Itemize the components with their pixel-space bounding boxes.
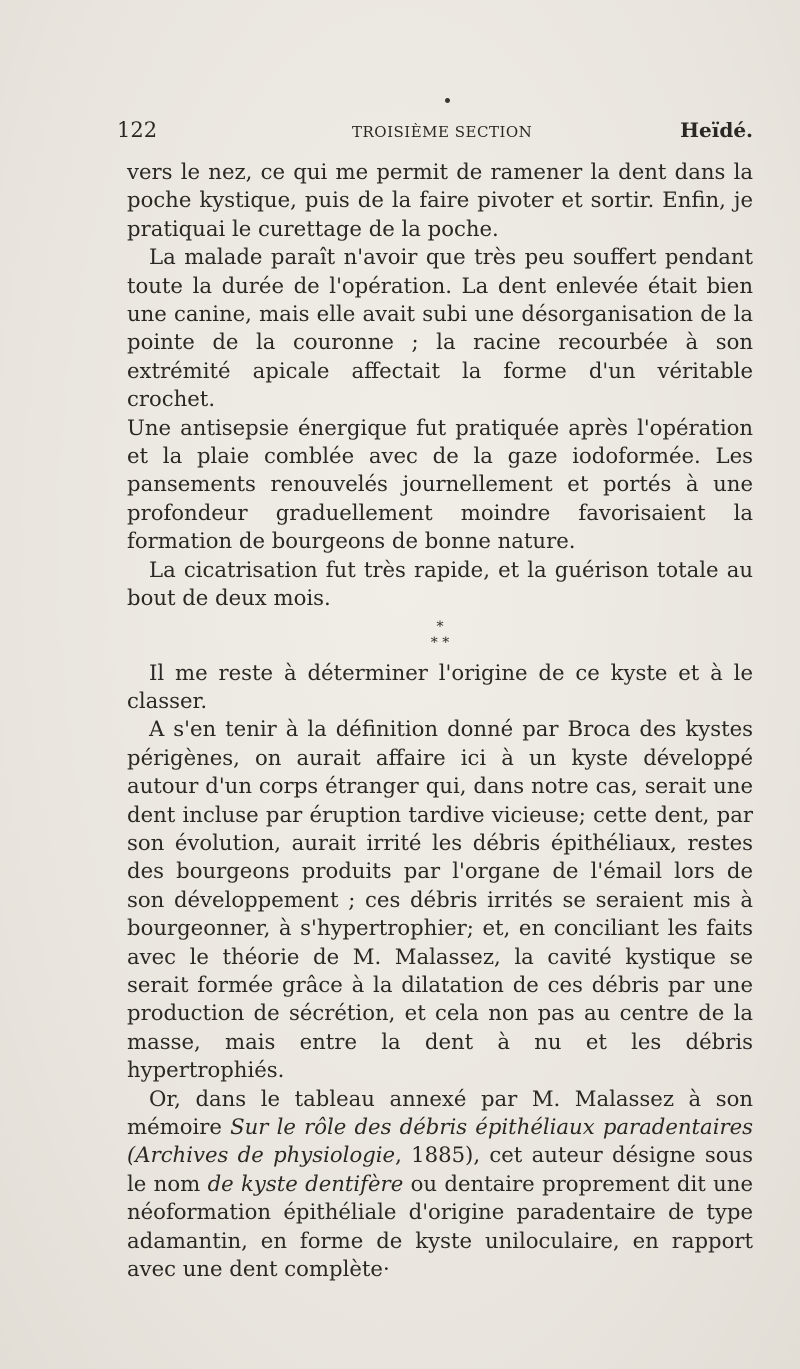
paragraph-1: vers le nez, ce qui me permit de ramener la dent dans la poche kystique, puis de la faire pivoter et sortir. Enfin, je pratiquai le curettage de la poche. — [127, 159, 753, 241]
paragraph-5: Il me reste à déterminer l'origine de ce kyste et à le classer. — [127, 659, 753, 713]
paragraph-3: Une antisepsie énergique fut pratiquée après l'opération et la plaie comblée avec de la gaze iodoformée. Les pansements renouvelés journellement et portés à une profondeur graduellement moindre favorisaient la formation de bourgeons de bonne nature. — [127, 414, 753, 554]
running-header — [117, 116, 753, 146]
paragraph-7-part-e: ou dentaire proprement dit une néoformation épithéliale d'origine paradentaire de type adamantin, en forme de kyste uniloculaire, en rapport avec une dent complète· — [127, 1170, 753, 1282]
paragraph-7-citation-title: Sur le rôle des débris épithéliaux paradentaires (Archives de physiologie — [127, 1114, 754, 1168]
separator-stars-bottom: * * — [430, 634, 450, 651]
paragraph-7-term: de kyste dentifère — [207, 1170, 404, 1196]
paragraph-4: La cicatrisation fut très rapide, et la guérison totale au bout de deux mois. — [127, 556, 753, 611]
paragraph-6: A s'en tenir à la définition donné par Broca des kystes périgènes, on aurait affaire ici à un kyste développé autour d'un corps étranger qui, dans notre cas, serait une dent incluse par éruption tardive vicieuse; cette dent, par son évolution, aurait irrité les débris épithéliaux, restes des bourgeons produits par l'organe de l'émail lors de son développement ; ces débris irrités se seraient mis à bourgeonner, à s'hypertrophier; et, en conciliant les faits avec le théorie de M. Malassez, la cavité kystique se serait formée grâce à la dilatation de ces débris par une production de sécrétion, et cela non pas au centre de la masse, mais entre la dent à nu et les débris hypertrophiés. — [127, 716, 753, 1083]
section-separator — [127, 619, 753, 651]
page-number: 122 — [117, 118, 158, 142]
author-name: Heïdé. — [680, 118, 753, 142]
paragraph-7-part-a: Or, dans le tableau annexé par M. Malassez à son mémoire — [127, 1085, 753, 1139]
body-text — [127, 158, 753, 1283]
paragraph-7 — [127, 1085, 753, 1284]
paragraph-7-part-c: , 1885), cet auteur désigne sous le nom — [127, 1142, 753, 1196]
section-title: TROISIÈME SECTION — [352, 123, 533, 141]
ink-dot — [445, 98, 450, 103]
separator-star-top: * — [436, 618, 444, 635]
paragraph-2: La malade paraît n'avoir que très peu souffert pendant toute la durée de l'opération. La dent enlevée était bien une canine, mais elle avait subi une désorganisation de la pointe de la couronne ; la racine recourbée à son extrémité apicale affectait la forme d'un véritable crochet. — [127, 244, 753, 412]
